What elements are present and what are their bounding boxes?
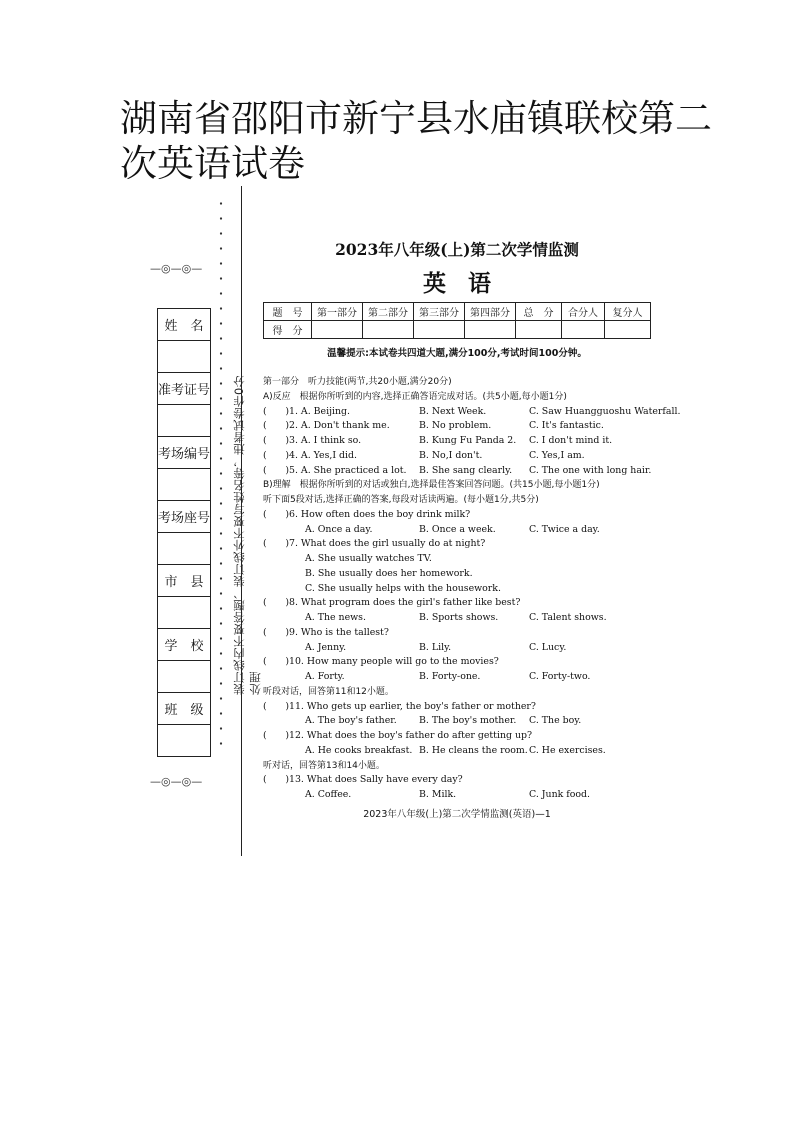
exam-tip: 温馨提示:本试卷共四道大题,满分100分,考试时间100分钟。 <box>327 348 587 359</box>
score-header-cell: 合分人 <box>562 303 605 321</box>
option-row: A. He cooks breakfast. B. He cleans the room. C. He exercises. <box>305 744 606 756</box>
field-city-input[interactable] <box>158 597 211 629</box>
score-header-cell: 第三部分 <box>414 303 465 321</box>
field-school-label: 学 校 <box>158 629 211 661</box>
score-header-cell: 总 分 <box>516 303 562 321</box>
field-city-label: 市 县 <box>158 565 211 597</box>
listening-intro: 听段对话，回答第11和12小题。 <box>263 686 394 697</box>
question-row: ( ) 13. What does Sally have every day? <box>263 773 658 788</box>
score-header-cell: 题 号 <box>264 303 312 321</box>
answer-blank[interactable]: ( ) <box>263 464 290 476</box>
question-row: ( ) 10. How many people will go to the movies? <box>263 655 658 670</box>
field-class-label: 班 级 <box>158 693 211 725</box>
question-row: ( ) 5. A. She practiced a lot. B. She sang clearly. C. The one with long hair. <box>263 464 658 479</box>
score-input-cell[interactable] <box>414 321 465 339</box>
binding-warning-note: 装订线内不要答题、装订线外不要写姓名等，违者试卷作0分处理 <box>232 375 262 695</box>
answer-blank[interactable]: ( ) <box>263 730 290 741</box>
option-row: A. She usually watches TV. <box>305 553 432 564</box>
sectionB-intro: 听下面5段对话,选择正确的答案,每段对话读两遍。(每小题1分,共5分) <box>263 495 539 505</box>
answer-blank[interactable]: ( ) <box>263 435 290 446</box>
score-input-cell[interactable] <box>363 321 414 339</box>
exam-subject: 英语 <box>423 270 513 297</box>
option-row: A. The boy's father. B. The boy's mother. C. The boy. <box>305 715 582 727</box>
answer-blank[interactable]: ( ) <box>263 538 290 550</box>
field-name-input[interactable] <box>158 341 211 373</box>
answer-blank[interactable]: ( ) <box>263 508 290 520</box>
field-school-input[interactable] <box>158 661 211 693</box>
question-row: ( ) 7. What does the girl usually do at night? <box>263 537 658 552</box>
option-row: C. She usually helps with the housework. <box>305 582 501 594</box>
option-row: A. The news. B. Sports shows. C. Talent shows. <box>305 612 607 623</box>
question-row: ( ) 1. A. Beijing. B. Next Week. C. Saw Huangguoshu Waterfall. <box>263 405 658 420</box>
answer-blank[interactable]: ( ) <box>263 774 290 786</box>
score-input-cell[interactable] <box>465 321 516 339</box>
option-row: B. She usually does her homework. <box>305 567 473 579</box>
exam-title: 2023年八年级(上)第二次学情监测 <box>335 240 579 259</box>
score-header-cell: 第一部分 <box>312 303 363 321</box>
answer-blank[interactable]: ( ) <box>263 656 290 668</box>
part1-heading: 第一部分 听力技能(两节,共20小题,满分20分) <box>263 377 452 387</box>
answer-blank[interactable]: ( ) <box>263 700 290 712</box>
answer-blank[interactable]: ( ) <box>263 449 290 461</box>
option-row: A. Coffee. B. Milk. C. Junk food. <box>305 789 591 800</box>
field-room-no-label: 考场编号 <box>158 437 211 469</box>
score-header-cell: 复分人 <box>605 303 651 321</box>
field-class-input[interactable] <box>158 725 211 757</box>
score-input-cell[interactable] <box>516 321 562 339</box>
score-header-cell: 第四部分 <box>465 303 516 321</box>
field-seat-no-input[interactable] <box>158 533 211 565</box>
field-seat-no-label: 考场座号 <box>158 501 211 533</box>
page-footer: 2023年八年级(上)第二次学情监测(英语)—1 <box>363 809 551 820</box>
sectionA-heading: A)反应 根据你所听到的内容,选择正确答语完成对话。(共5小题,每小题1分) <box>263 391 567 402</box>
exam-content <box>263 375 681 803</box>
question-row: ( ) 3. A. I think so. B. Kung Fu Panda 2. C. I don't mind it. <box>263 434 658 449</box>
listening-intro: 听对话，回答第13和14小题。 <box>263 760 385 771</box>
score-input-cell[interactable] <box>312 321 363 339</box>
score-input-cell[interactable] <box>605 321 651 339</box>
option-row: A. Once a day. B. Once a week. C. Twice a day. <box>305 523 600 535</box>
ornament-top: —◎—◎— <box>150 262 203 275</box>
score-header-cell: 第二部分 <box>363 303 414 321</box>
ornament-bottom: —◎—◎— <box>150 775 203 788</box>
score-input-cell[interactable] <box>562 321 605 339</box>
field-room-no-input[interactable] <box>158 469 211 501</box>
answer-blank[interactable]: ( ) <box>263 597 290 609</box>
field-exam-id-input[interactable] <box>158 405 211 437</box>
field-exam-id-label: 准考证号 <box>158 373 211 405</box>
answer-blank[interactable]: ( ) <box>263 626 290 638</box>
sectionB-heading: B)理解 根据你所听到的对话或独白,选择最佳答案回答问题。(共15小题,每小题1分) <box>263 480 600 491</box>
binding-dotted-line <box>219 196 223 756</box>
answer-blank[interactable]: ( ) <box>263 420 290 432</box>
question-row: ( ) 8. What program does the girl's father like best? <box>263 596 658 611</box>
option-row: A. Forty. B. Forty-one. C. Forty-two. <box>305 671 591 682</box>
score-table <box>263 302 651 339</box>
question-row: ( ) 4. A. Yes,I did. B. No,I don't. C. Yes,I am. <box>263 449 658 464</box>
document-title: 湖南省邵阳市新宁县水庙镇联校第二次英语试卷 <box>120 97 712 185</box>
score-row-label: 得 分 <box>264 321 312 339</box>
option-row: A. Jenny. B. Lily. C. Lucy. <box>305 641 567 653</box>
question-row: ( ) 6. How often does the boy drink milk? <box>263 508 658 523</box>
answer-blank[interactable]: ( ) <box>263 405 290 417</box>
question-row: ( ) 11. Who gets up earlier, the boy's father or mother? <box>263 700 658 715</box>
question-row: ( ) 2. A. Don't thank me. B. No problem. C. It's fantastic. <box>263 419 658 434</box>
field-name-label: 姓 名 <box>158 309 211 341</box>
question-row: ( ) 9. Who is the tallest? <box>263 626 658 641</box>
question-row: ( ) 12. What does the boy's father do after getting up? <box>263 729 658 744</box>
candidate-info-table <box>157 308 211 757</box>
